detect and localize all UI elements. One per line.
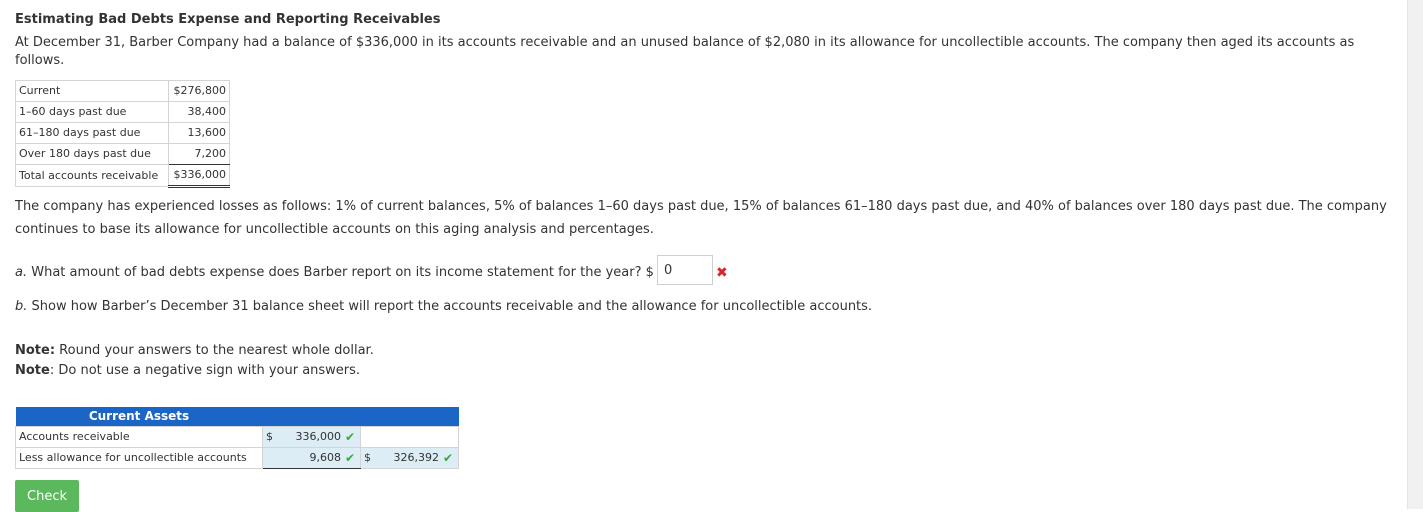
note-label: Note [15, 363, 50, 378]
note-negative-sign [15, 362, 360, 380]
accounts-receivable-value: 336,000 [295, 430, 341, 443]
net-receivables-value: 326,392 [393, 451, 439, 464]
table-row [16, 102, 230, 123]
header-spacer [361, 407, 459, 427]
page-title: Estimating Bad Debts Expense and Reporting Receivables [15, 12, 441, 27]
table-row [16, 448, 459, 469]
empty-total-cell[interactable] [361, 427, 459, 448]
note-text: : Do not use a negative sign with your answers. [49, 363, 361, 378]
note-label: Note: [15, 343, 56, 358]
question-a [15, 264, 654, 282]
question-b-text: Show how Barber’s December 31 balance sheet will report the accounts receivable and the allowance for uncollectible accounts. [27, 299, 873, 314]
note-rounding [15, 342, 374, 360]
table-row [16, 123, 230, 144]
aging-amount: $336,000 [169, 165, 230, 187]
currency-symbol: $ [364, 451, 371, 464]
aging-amount: 7,200 [169, 144, 230, 165]
aging-table [15, 80, 230, 188]
checkmark-icon: ✔ [345, 451, 356, 465]
checkmark-icon: ✔ [443, 451, 454, 465]
aging-amount: $276,800 [169, 81, 230, 102]
experience-text: The company has experienced losses as follows: 1% of current balances, 5% of balances 1–60 days past due, 15% of balances 61–180 days past due, and 40% of balances over 180 days past due. The company continues to base its allowance for uncollectible accounts on this aging analysis and percentages. [15, 199, 1387, 237]
intro-text: At December 31, Barber Company had a balance of $336,000 in its accounts receivable and an unused balance of $2,080 in its allowance for uncollectible accounts. The company then aged its accounts as follows. [15, 35, 1355, 68]
x-mark-icon: ✖ [716, 265, 728, 281]
allowance-value: 9,608 [309, 451, 341, 464]
aging-label: Total accounts receivable [16, 165, 169, 187]
bad-debts-expense-input[interactable] [657, 255, 713, 285]
current-assets-header: Current Assets [16, 407, 263, 427]
header-spacer [263, 407, 361, 427]
allowance-label: Less allowance for uncollectible accounts [16, 448, 263, 469]
note-text: Round your answers to the nearest whole dollar. [55, 343, 374, 358]
aging-label: 1–60 days past due [16, 102, 169, 123]
scrollbar[interactable] [1407, 0, 1423, 509]
table-row [16, 165, 230, 187]
aging-amount: 13,600 [169, 123, 230, 144]
question-b [15, 298, 872, 316]
question-a-letter: a. [15, 265, 28, 280]
table-row [16, 427, 459, 448]
question-a-text: What amount of bad debts expense does Barber report on its income statement for the year? $ [27, 265, 654, 280]
table-header-row [16, 407, 459, 427]
aging-label: Current [16, 81, 169, 102]
aging-label: Over 180 days past due [16, 144, 169, 165]
check-button[interactable]: Check [15, 480, 79, 512]
checkmark-icon: ✔ [345, 430, 356, 444]
table-row [16, 144, 230, 165]
table-row [16, 81, 230, 102]
question-b-letter: b. [15, 299, 28, 314]
net-receivables-cell[interactable] [361, 448, 459, 469]
aging-label: 61–180 days past due [16, 123, 169, 144]
current-assets-table [15, 407, 459, 469]
accounts-receivable-amount-cell[interactable] [263, 427, 361, 448]
currency-symbol: $ [266, 430, 273, 443]
accounts-receivable-label: Accounts receivable [16, 427, 263, 448]
aging-amount: 38,400 [169, 102, 230, 123]
allowance-amount-cell[interactable] [263, 448, 361, 469]
